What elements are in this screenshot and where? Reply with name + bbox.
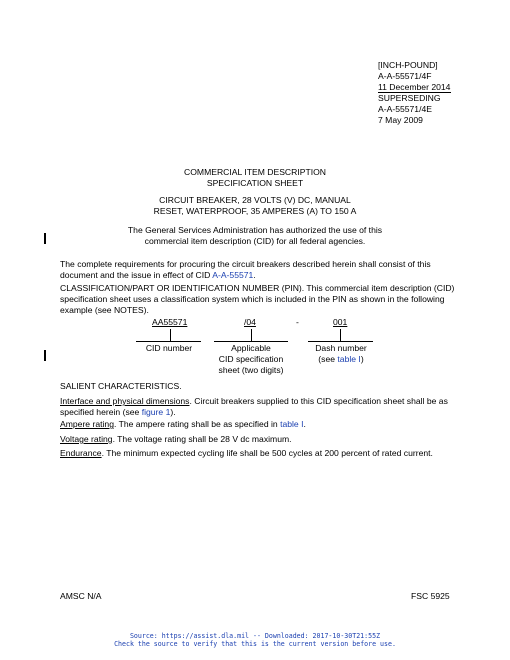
pin-label-dash-number <box>300 343 382 365</box>
source-notice <box>0 632 510 649</box>
amsc-label: AMSC N/A <box>60 591 102 601</box>
ampere-table-i-link[interactable]: table I <box>280 419 304 429</box>
interface-title: Interface and physical dimensions <box>60 396 190 406</box>
authorization-line-1: The General Services Administration has authorized the use of this <box>127 225 383 235</box>
pin-connector <box>251 329 252 341</box>
authorization-statement <box>0 225 510 247</box>
endurance-title: Endurance <box>60 448 102 458</box>
title-line-1: COMMERCIAL ITEM DESCRIPTION <box>184 167 326 177</box>
voltage-paragraph <box>60 434 460 445</box>
classification-paragraph <box>60 283 460 315</box>
voltage-title: Voltage rating <box>60 434 113 444</box>
interface-line-2 <box>60 407 460 418</box>
header-block <box>378 60 451 126</box>
interface-line-1 <box>60 396 460 407</box>
ampere-title: Ampere rating <box>60 419 114 429</box>
document-subject <box>0 195 510 217</box>
superseding-label: SUPERSEDING <box>378 92 451 104</box>
interface-text: . Circuit breakers supplied to this CID specification sheet shall be as <box>189 396 448 406</box>
classification-line-1: CLASSIFICATION/PART OR IDENTIFICATION NUMBER (PIN). This commercial item description (CID) <box>60 283 455 293</box>
endurance-paragraph <box>60 448 460 459</box>
intro-paragraph <box>60 259 460 281</box>
endurance-text: . The minimum expected cycling life shall be 500 cycles at 200 percent of rated current. <box>101 448 433 458</box>
classification-line-2: specification sheet uses a classification system which is included in the PIN as shown in the following <box>60 293 445 304</box>
authorization-line-2: commercial item description (CID) for all federal agencies. <box>144 235 366 246</box>
interface-text-end: ). <box>170 406 176 417</box>
inch-pound-label: [INCH-POUND] <box>378 60 438 70</box>
source-line-1: Source: https://assist.dla.mil -- Downloaded: 2017-10-30T21:55Z <box>129 632 381 640</box>
pin-label-dash-line-1: Dash number <box>315 343 367 353</box>
fsc-label: FSC 5925 <box>411 591 450 601</box>
source-line-2: Check the source to verify that this is the current version before use. <box>114 640 396 649</box>
pin-label-dash-line-2 <box>300 354 382 365</box>
cid-reference-link[interactable]: A-A-55571 <box>212 269 254 280</box>
voltage-line <box>60 434 460 445</box>
pin-spec-sheet: /04 <box>244 317 256 327</box>
superseded-document-number: A-A-55571/4E <box>378 104 432 115</box>
change-bar <box>44 350 46 361</box>
voltage-text: . The voltage rating shall be 28 V dc maximum. <box>112 434 292 444</box>
document-number: A-A-55571/4F <box>378 70 432 81</box>
pin-label-spec-sheet <box>204 343 298 375</box>
title-line-2: SPECIFICATION SHEET <box>206 177 304 188</box>
intro-line-2 <box>60 270 460 281</box>
intro-line-1: The complete requirements for procuring the circuit breakers described herein shall consist of this <box>60 259 431 269</box>
pin-label-spec-line-3: sheet (two digits) <box>218 364 284 375</box>
superseded-document-date: 7 May 2009 <box>378 114 423 125</box>
ampere-text: . The ampere rating shall be as specified in <box>113 419 281 429</box>
subject-line-2: RESET, WATERPROOF, 35 AMPERES (A) TO 150 A <box>153 205 357 216</box>
table-i-link[interactable]: table I <box>337 353 361 364</box>
pin-cid-number: AA55571 <box>152 317 188 327</box>
pin-rule <box>136 341 201 342</box>
document-date: 11 December 2014 <box>378 81 451 92</box>
intro-period: . <box>253 269 256 280</box>
interface-text-2: specified herein (see <box>60 406 142 417</box>
classification-line-3: example (see NOTES). <box>60 304 149 315</box>
ampere-paragraph <box>60 419 460 430</box>
ampere-line <box>60 419 460 430</box>
pin-label-spec-line-2: CID specification <box>218 353 284 364</box>
intro-text: document and the issue in effect of CID <box>60 269 213 280</box>
document-title <box>0 167 510 189</box>
pin-rule <box>308 341 373 342</box>
pin-dash-number: 001 <box>333 317 348 327</box>
pin-connector <box>170 329 171 341</box>
subject-line-1: CIRCUIT BREAKER, 28 VOLTS (V) DC, MANUAL <box>159 195 351 205</box>
pin-connector <box>340 329 341 341</box>
pin-dash: - <box>296 317 299 327</box>
figure-1-link[interactable]: figure 1 <box>141 406 171 417</box>
pin-label-dash-open: (see <box>318 353 338 364</box>
endurance-line <box>60 448 460 459</box>
pin-label-spec-line-1: Applicable <box>231 343 271 353</box>
interface-paragraph <box>60 396 460 418</box>
ampere-text-end: . <box>303 419 306 429</box>
pin-label-cid-number: CID number <box>145 343 193 353</box>
pin-label-dash-close: ) <box>360 353 364 364</box>
salient-heading: SALIENT CHARACTERISTICS. <box>60 381 182 391</box>
pin-rule <box>214 341 288 342</box>
